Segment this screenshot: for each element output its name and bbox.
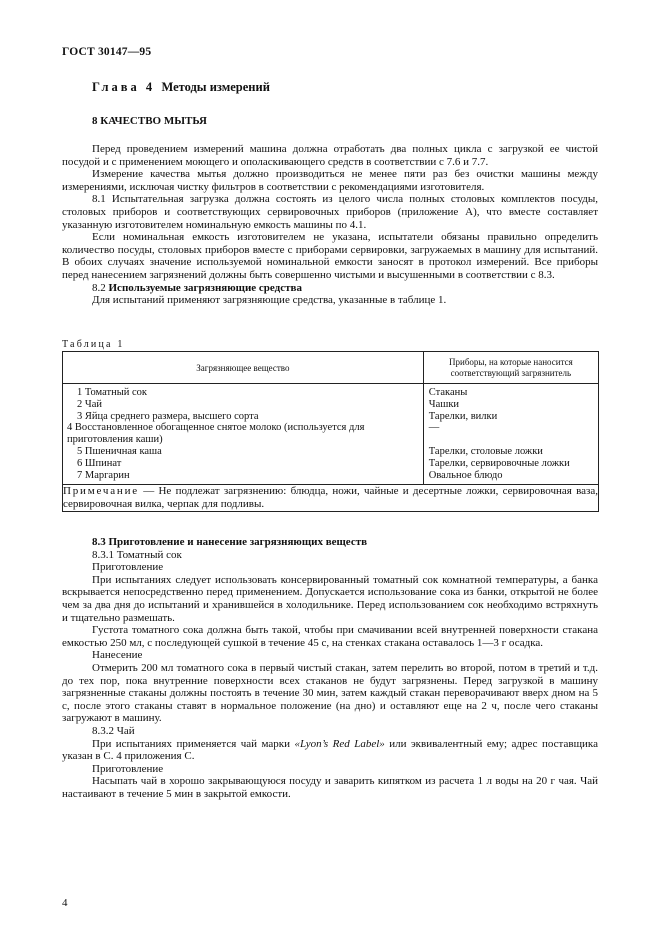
subsection-8-2-heading	[62, 282, 598, 295]
paragraph: Насыпать чай в хорошо закрывающуюся посуду и заварить кипятком из расчета 1 л воды на 20 г чая. Чай настаивают в течение 5 мин в закрытой емкости.	[62, 775, 598, 800]
chapter-title: Методы измерений	[161, 80, 270, 94]
paragraph: 8.1 Испытательная загрузка должна состоять из целого числа полных столовых комплектов посуды, столовых приборов и соответствующих сервировочных приборов (приложение А), что вместе составляет указанную изготовителем номинальную емкость машины по 4.1.	[62, 193, 598, 231]
table-note-label: Примечание	[63, 485, 139, 498]
table-cell: 5 Пшеничная каша	[77, 445, 162, 457]
table-cell: 7 Маргарин	[77, 469, 130, 481]
section-8-body	[62, 143, 598, 307]
subsection-title: Используемые загрязняющие средства	[108, 281, 302, 294]
document-header: ГОСТ 30147—95	[62, 46, 152, 58]
label-preparation: Приготовление	[92, 561, 164, 574]
tea-brand: «Lyon’s Red Label»	[294, 737, 385, 750]
table-cell: 6 Шпинат	[77, 457, 122, 469]
chapter-heading	[92, 80, 270, 95]
section-8-title: 8 КАЧЕСТВО МЫТЬЯ	[92, 115, 207, 127]
paragraph-tea: При испытаниях применяется чай марки «Lyon’s Red Label» или эквивалентный ему; адрес поставщика указан в С. 4 приложения С.	[62, 737, 598, 763]
table-cell: Чашки	[428, 398, 460, 410]
section-8-3-body	[62, 536, 598, 800]
table-caption: Таблица 1	[62, 339, 125, 350]
subsection-8-3-1-heading: 8.3.1 Томатный сок	[92, 548, 182, 561]
table-cell: 3 Яйца среднего размера, высшего сорта	[77, 410, 259, 422]
paragraph: Густота томатного сока должна быть такой, чтобы при смачивании всей внутренней поверхности стакана емкостью 250 мл, с последующей сушкой в течение 45 с, на стенках стакана оставалось 1—3 г осадка.	[62, 624, 598, 649]
table-cell: Тарелки, вилки	[428, 410, 498, 422]
page-number: 4	[62, 897, 68, 909]
contaminants-table	[62, 351, 599, 512]
chapter-label: Глава 4	[92, 80, 156, 94]
table-column-contaminants	[63, 384, 424, 485]
table-header-contaminant: Загрязняющее вещество	[63, 352, 424, 384]
paragraph: Отмерить 200 мл томатного сока в первый чистый стакан, затем перелить во второй, потом в третий и т.д. до тех пор, пока внутренние поверхности всех стаканов не будут загрязнены. Перед загрузкой в машину загрязненные стаканы должны постоять в течение 30 мин, затем каждый стакан переворачивают вверх дном на 5 с, после этого стаканы ставят в нормальное положение (на дно) и оставляют еще на 2 ч, после чего стаканы загружают в машину.	[62, 661, 598, 725]
paragraph: Если номинальная емкость изготовителем не указана, испытатели обязаны правильно определить количество посуды, столовых приборов вместе с приборами сервировки, загружаемых в машину для испытаний. В обоих случаях значение используемой номинальной емкости заносят в протокол измерений. Все приборы перед нанесением загрязнений должны быть совершенно чистыми и высушенными в соответствии с 8.3.	[62, 231, 598, 281]
subsection-8-3-heading: 8.3 Приготовление и нанесение загрязняющих веществ	[92, 536, 368, 548]
table-note-text: — Не подлежат загрязнению: блюдца, ножи, чайные и десертные ложки, сервировочная ваза, сервировочная вилка, черпак для подливы.	[63, 485, 598, 510]
table-cell: 1 Томатный сок	[77, 387, 148, 398]
table-header-items: Приборы, на которые наносится соответствующий загрязнитель	[423, 352, 598, 384]
table-cell: Стаканы	[428, 387, 468, 398]
paragraph: Для испытаний применяют загрязняющие средства, указанные в таблице 1.	[92, 294, 447, 307]
paragraph: При испытаниях следует использовать консервированный томатный сок комнатной температуры, а банка вскрывается непосредственно перед применением. Допускается использование сока из банки, открытой не более чем за два дня до испытаний и хранившейся в холодильнике. Перед использованием сок необходимо встряхнуть и тщательно размешать.	[62, 573, 598, 624]
subsection-8-3-2-heading: 8.3.2 Чай	[92, 724, 135, 737]
table-note	[63, 485, 599, 511]
paragraph: Измерение качества мытья должно производиться не менее пяти раз без очистки машины между измерениями, исключая чистку фильтров в соответствии с рекомендациями изготовителя.	[62, 168, 598, 193]
label-application: Нанесение	[92, 649, 143, 662]
table-cell: —	[428, 422, 440, 434]
table-cell: Овальное блюдо	[428, 469, 503, 481]
label-preparation-2: Приготовление	[92, 762, 164, 775]
table-cell: Тарелки, столовые ложки	[428, 445, 543, 457]
table-cell: Тарелки, сервировочные ложки	[428, 457, 570, 469]
paragraph: Перед проведением измерений машина должна отработать два полных цикла с загрузкой ее чистой посудой и с применением моющего и ополаскивающего средств в соответствии с 7.6 и 7.7.	[62, 143, 598, 168]
table-cell: 4 Восстановленное обогащенное снятое молоко (используется для приготовления каши)	[67, 422, 365, 446]
subsection-number: 8.2	[92, 281, 106, 294]
table-cell: 2 Чай	[77, 398, 102, 410]
table-column-items	[423, 384, 598, 485]
